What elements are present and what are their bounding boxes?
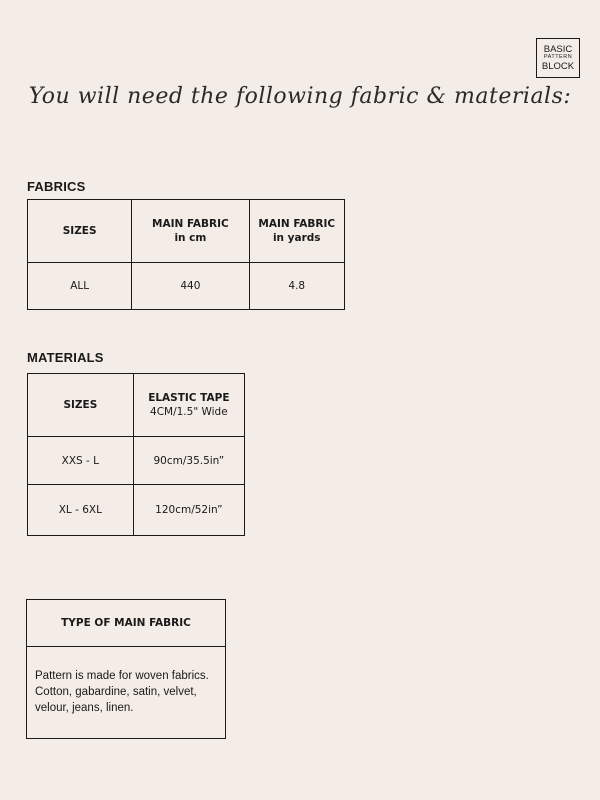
materials-header-elastic-width: 4CM/1.5" Wide bbox=[150, 406, 228, 418]
materials-row bbox=[28, 485, 245, 536]
fabrics-header-yards-title: MAIN FABRIC bbox=[258, 218, 336, 230]
materials-cell-elastic: 90cm/35.5in” bbox=[133, 437, 244, 485]
fabrics-row bbox=[28, 263, 345, 310]
fabrics-header-cm-unit: in cm bbox=[174, 232, 207, 244]
fabrics-table bbox=[27, 199, 345, 310]
fabrics-section-title: FABRICS bbox=[27, 179, 86, 194]
materials-row bbox=[28, 437, 245, 485]
logo-line-block: BLOCK bbox=[541, 60, 575, 72]
materials-cell-size: XL - 6XL bbox=[28, 485, 134, 536]
fabrics-header-row bbox=[28, 200, 345, 263]
fabrics-cell-size: ALL bbox=[28, 263, 132, 310]
fabric-type-title: TYPE OF MAIN FABRIC bbox=[27, 600, 225, 647]
page-headline: You will need the following fabric & materials: bbox=[28, 84, 572, 109]
fabrics-header-yards-unit: in yards bbox=[272, 232, 321, 244]
fabric-type-box bbox=[26, 599, 226, 739]
brand-logo bbox=[536, 38, 580, 78]
fabrics-cell-yards: 4.8 bbox=[249, 263, 344, 310]
materials-header-sizes: SIZES bbox=[28, 374, 134, 437]
materials-cell-size: XXS - L bbox=[28, 437, 134, 485]
logo-line-pattern: PATTERN bbox=[543, 54, 573, 61]
materials-header-elastic-title: ELASTIC TAPE bbox=[148, 392, 230, 404]
materials-section-title: MATERIALS bbox=[27, 350, 104, 365]
materials-table bbox=[27, 373, 245, 536]
fabrics-header-sizes: SIZES bbox=[28, 200, 132, 263]
fabrics-cell-cm: 440 bbox=[132, 263, 249, 310]
materials-header-row bbox=[28, 374, 245, 437]
fabrics-header-yards bbox=[249, 200, 344, 263]
fabric-type-description: Pattern is made for woven fabrics. Cotton, gabardine, satin, velvet, velour, jeans, linen. bbox=[35, 670, 209, 714]
fabrics-header-cm-title: MAIN FABRIC bbox=[152, 218, 229, 230]
fabrics-header-cm bbox=[132, 200, 249, 263]
logo-line-basic: BASIC bbox=[543, 43, 573, 55]
materials-cell-elastic: 120cm/52in” bbox=[133, 485, 244, 536]
materials-header-elastic bbox=[133, 374, 244, 437]
